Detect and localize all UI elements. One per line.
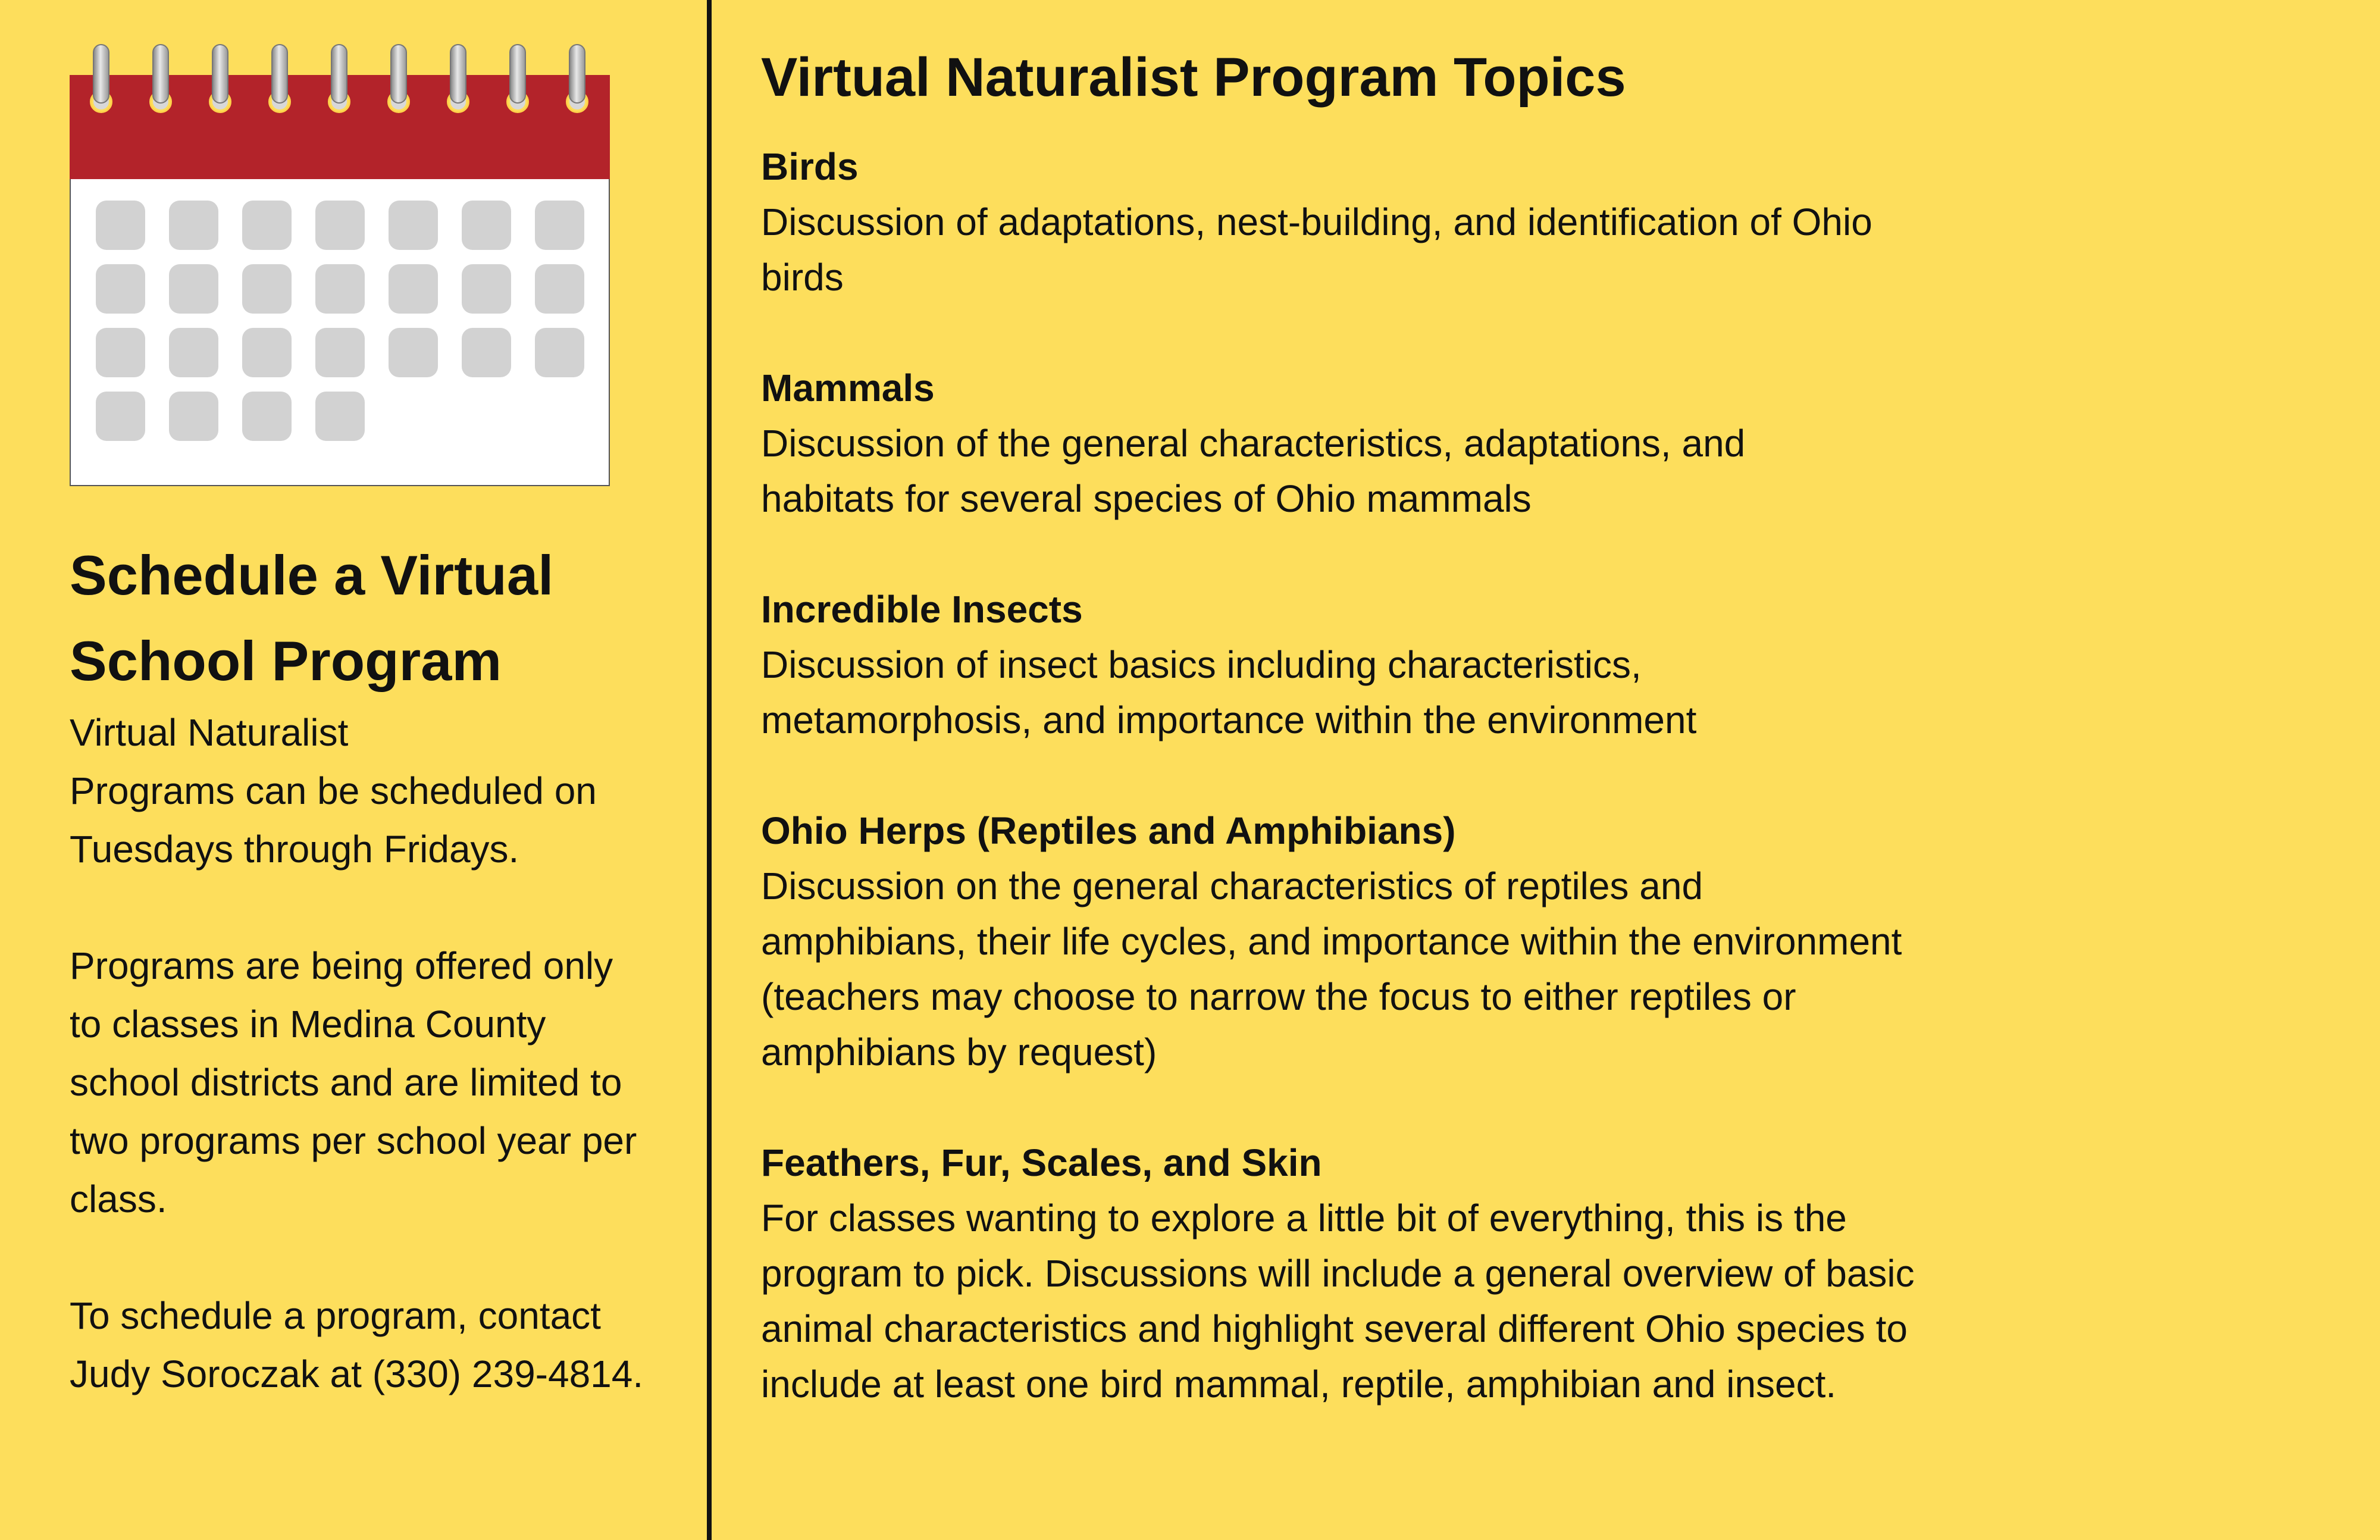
calendar-day-cell: [535, 264, 584, 314]
info-line: Programs can be scheduled on: [70, 769, 597, 812]
topics-title: Virtual Naturalist Program Topics: [761, 47, 1626, 108]
info-line: Tuesdays through Fridays.: [70, 828, 519, 871]
topic-description: For classes wanting to explore a little bit of everything, this is the program to pick. Discussions will include a general overview of basic animal characteristics and highlight several different Ohio species to include at least one bird mammal, reptile, amphibian and insect.: [761, 1197, 1915, 1406]
calendar-day-cell: [96, 392, 145, 441]
schedule-title: Schedule a Virtual School Program: [70, 544, 554, 692]
calendar-ring: [210, 44, 230, 115]
left-panel: [0, 0, 708, 1540]
calendar-day-cell: [242, 264, 292, 314]
calendar-day-cell: [315, 328, 365, 377]
contact-line: To schedule a program, contact: [70, 1294, 601, 1337]
calendar-body: [70, 179, 610, 486]
topic-item: [761, 582, 2011, 748]
topic-item: [761, 803, 2011, 1080]
info-line: Virtual Naturalist: [70, 711, 349, 754]
calendar-ring: [389, 44, 409, 115]
calendar-ring: [270, 44, 290, 115]
calendar-day-cell: [96, 201, 145, 250]
info-line: to classes in Medina County: [70, 1003, 546, 1046]
calendar-day-cell: [389, 201, 438, 250]
topic-title: Feathers, Fur, Scales, and Skin: [761, 1141, 1322, 1184]
info-line: school districts and are limited to: [70, 1061, 622, 1104]
topics-list: [761, 139, 2011, 1467]
topic-description: Discussion on the general characteristics of reptiles and amphibians, their life cycles, and importance within the environment (teachers may choose to narrow the focus to either reptiles or amphibians by request): [761, 865, 1902, 1073]
topic-title: Ohio Herps (Reptiles and Amphibians): [761, 809, 1456, 852]
calendar-day-cell: [96, 264, 145, 314]
calendar-ring: [448, 44, 468, 115]
schedule-info: [70, 703, 700, 1403]
calendar-ring: [567, 44, 587, 115]
calendar-day-cell: [389, 264, 438, 314]
contact-line: Judy Soroczak at (330) 239-4814.: [70, 1353, 644, 1395]
calendar-ring: [329, 44, 349, 115]
calendar-day-cell: [169, 328, 218, 377]
calendar-day-cell: [242, 392, 292, 441]
calendar-ring: [508, 44, 528, 115]
topic-item: [761, 1135, 2011, 1412]
calendar-day-cell: [315, 392, 365, 441]
topic-title: Birds: [761, 145, 859, 188]
calendar-day-cell: [535, 201, 584, 250]
calendar-ring: [151, 44, 171, 115]
topic-description: Discussion of insect basics including characteristics, metamorphosis, and importance within the environment: [761, 643, 1697, 741]
calendar-day-cell: [169, 392, 218, 441]
calendar-day-cell: [242, 201, 292, 250]
calendar-day-cell: [169, 264, 218, 314]
topic-description: Discussion of adaptations, nest-building, and identification of Ohio birds: [761, 201, 1872, 299]
calendar-day-cell: [169, 201, 218, 250]
calendar-day-cell: [389, 328, 438, 377]
calendar-day-cell: [242, 328, 292, 377]
calendar-ring: [91, 44, 111, 115]
topic-title: Mammals: [761, 367, 935, 409]
topic-title: Incredible Insects: [761, 588, 1083, 631]
vertical-divider: [707, 0, 712, 1540]
right-panel: [712, 0, 2380, 1540]
topic-item: [761, 361, 2011, 527]
calendar-day-cell: [462, 201, 511, 250]
info-line: two programs per school year per: [70, 1119, 637, 1162]
topic-description: Discussion of the general characteristics, adaptations, and habitats for several species of Ohio mammals: [761, 422, 1746, 520]
calendar-day-cell: [535, 328, 584, 377]
calendar-day-cell: [462, 264, 511, 314]
calendar-day-cell: [96, 328, 145, 377]
topic-item: [761, 139, 2011, 305]
calendar-day-cell: [315, 201, 365, 250]
calendar-day-cell: [462, 328, 511, 377]
calendar-day-cell: [315, 264, 365, 314]
calendar-icon: [70, 44, 610, 487]
info-line: class.: [70, 1178, 167, 1220]
info-line: Programs are being offered only: [70, 944, 613, 987]
